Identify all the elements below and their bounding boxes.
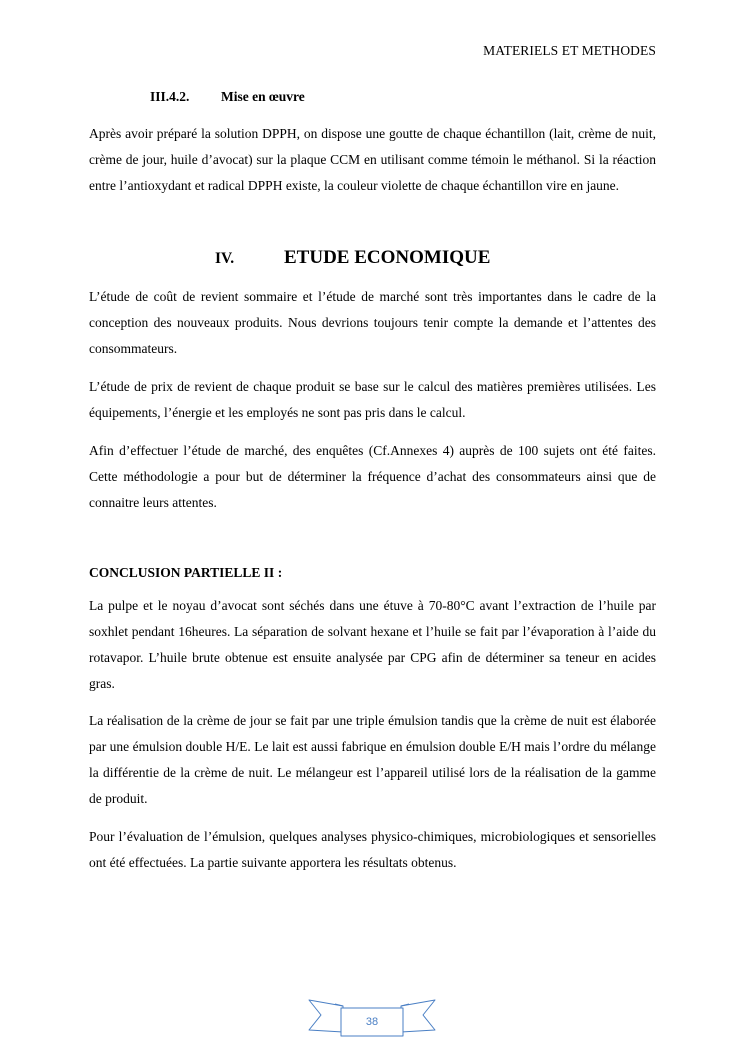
page-number-ribbon <box>307 996 437 1038</box>
subsection-number: III.4.2. <box>150 89 190 104</box>
paragraph: L’étude de coût de revient sommaire et l’étude de marché sont très importantes dans le cadre de la conception des nouveaux produits. Nous devrions toujours tenir compte la demande et l’attentes des consommateurs. <box>89 289 656 356</box>
paragraph: Après avoir préparé la solution DPPH, on dispose une goutte de chaque échantillon (lait, crème de nuit, crème de jour, huile d’avocat) sur la plaque CCM en utilisant comme témoin le méthanol. Si la réaction entre l’antioxydant et radical DPPH existe, la couleur violette de chaque échantillon vire en jaune. <box>89 126 656 193</box>
paragraph: L’étude de prix de revient de chaque produit se base sur le calcul des matières premières utilisées. Les équipements, l’énergie et les employés ne sont pas pris dans le calcul. <box>89 379 656 420</box>
subsection-title: Mise en œuvre <box>221 89 305 104</box>
paragraph-conclusion-2 <box>89 708 656 812</box>
paragraph-conclusion-3 <box>89 824 656 876</box>
paragraph: Afin d’effectuer l’étude de marché, des enquêtes (Cf.Annexes 4) auprès de 100 sujets ont été faites. Cette méthodologie a pour but de déterminer la fréquence d’achat des consommateurs ainsi que de connaitre leurs attentes. <box>89 443 656 510</box>
page-number: 38 <box>365 1016 379 1028</box>
section-title: ETUDE ECONOMIQUE <box>284 247 491 268</box>
paragraph: Pour l’évaluation de l’émulsion, quelques analyses physico-chimiques, microbiologiques et sensorielles ont été effectuées. La partie suivante apportera les résultats obtenus. <box>89 829 656 870</box>
subsection-heading <box>150 89 305 105</box>
running-header: MATERIELS ET METHODES <box>483 43 656 58</box>
paragraph: La réalisation de la crème de jour se fait par une triple émulsion tandis que la crème de nuit est élaborée par une émulsion double H/E. Le lait est aussi fabrique en émulsion double E/H mais l’ordre du mélange la différentie de la crème de nuit. Le mélangeur est l’appareil utilisé lors de la réalisation de la gamme de produit. <box>89 713 656 806</box>
paragraph-etude-1 <box>89 284 656 362</box>
paragraph-dpph <box>89 121 656 199</box>
section-heading <box>215 247 490 269</box>
paragraph-conclusion-1 <box>89 593 656 697</box>
section-number: IV. <box>215 250 235 267</box>
paragraph-etude-2 <box>89 374 656 426</box>
conclusion-heading: CONCLUSION PARTIELLE II : <box>89 565 283 580</box>
paragraph-etude-3 <box>89 438 656 516</box>
paragraph: La pulpe et le noyau d’avocat sont séchés dans une étuve à 70-80°C avant l’extraction de l’huile par soxhlet pendant 16heures. La séparation de solvant hexane et l’huile se fait par l’évaporation à l’aide du rotavapor. L’huile brute obtenue est ensuite analysée par CPG afin de déterminer sa teneur en acides gras. <box>89 598 656 691</box>
